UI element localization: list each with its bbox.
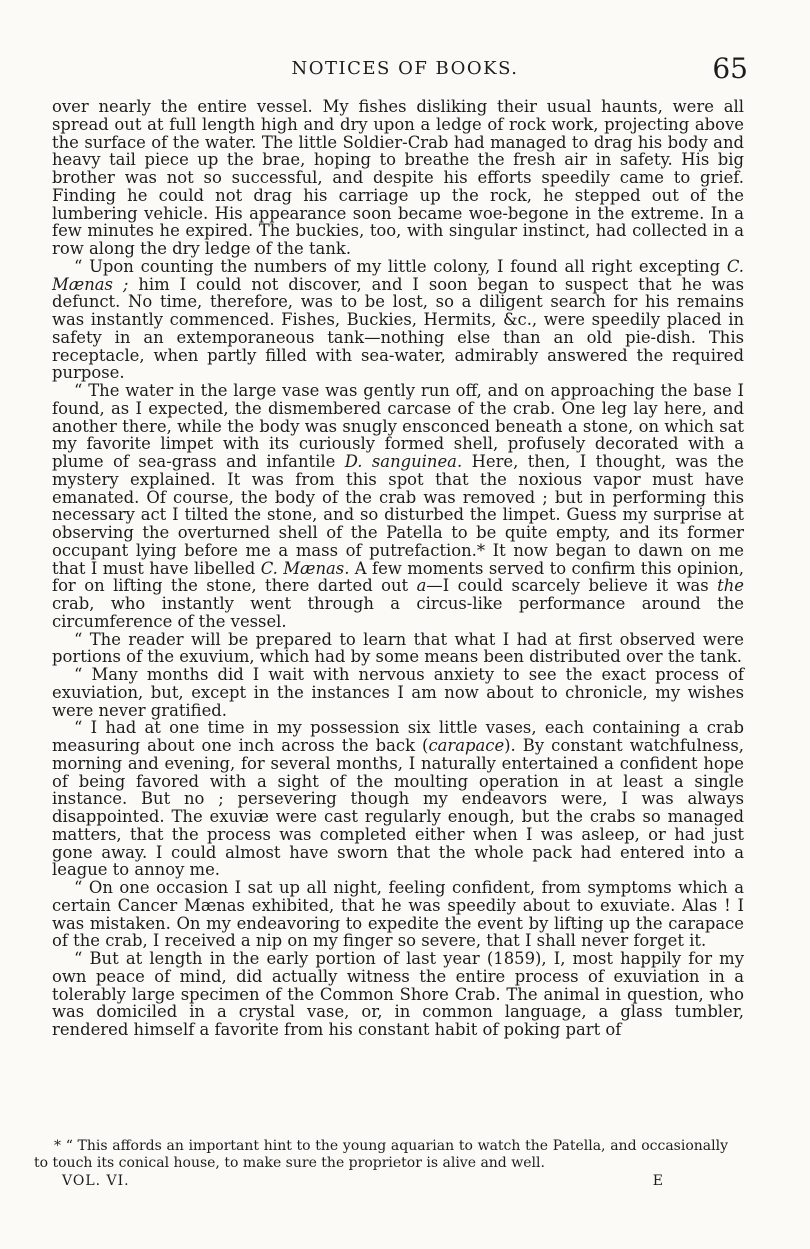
footnote-text: * “ This affords an important hint to the young aquarian to watch the Patella, and occasionally to touch its conical house, to make sure the proprietor is alive and well. (34, 1138, 728, 1171)
page-number: 65 (712, 52, 748, 85)
paragraph (52, 98, 744, 258)
paragraph (52, 950, 744, 1039)
paragraph (52, 258, 744, 382)
text-segment: Here, then, I thought, was the mystery explained. It was from this spot that the noxious vapor must have emanated. Of course, the body of the crab was removed ; but in performing this necessary act I tilted the stone, and so disturbed the limpet. Guess my surprise at observing the overturned shell of the Patella to be quite empty, and its former occupant lying before me a mass of putrefaction.* It now began to dawn on me that I must have libelled (52, 452, 744, 578)
text-segment: crab, who instantly went through a circus-like performance around the circumference of the vessel. (52, 594, 744, 631)
italic-text: D. sanguinea. (344, 452, 463, 471)
text-segment: “ Upon counting the numbers of my little colony, I found all right excepting (74, 256, 727, 276)
italic-text: carapace (428, 736, 505, 755)
text-segment: over nearly the entire vessel. My fishes disliking their usual haunts, were all spread out at full length high and dry upon a ledge of rock work, projecting above the surface of the water. The little Soldier-Crab had managed to drag his body and heavy tail piece up the brae, hoping to breathe the fresh air in safety. His big brother was not so successful, and despite his efforts speedily came to grief. Finding he could not drag his carriage up the rock, he stepped out of the lumbering vehicle. His appearance soon became woe-begone in the extreme. In a few minutes he expired. The buckies, too, with singular instinct, had collected in a row along the dry ledge of the tank. (52, 97, 744, 258)
paragraph (52, 719, 744, 879)
text-segment: A few moments served to confirm this opinion, for on lifting the stone, there darted out (52, 558, 745, 596)
text-segment: ). By constant watchfulness, morning and evening, for several months, I naturally entertained a confident hope of being favored with a sight of the moulting operation in at least a single instance. But no ; persevering though my endeavors were, I was always disappointed. The exuviæ were cast regularly enough, but the crabs so managed matters, that the process was completed either when I was asleep, or had just gone away. I could almost have sworn that the whole pack had entered into a league to annoy me. (52, 736, 744, 880)
footnote (34, 1138, 728, 1172)
text-segment: “ The reader will be prepared to learn that what I had at first observed were portions of the exuvium, which had by some means been distributed over the tank. (52, 629, 744, 667)
page-header (0, 52, 810, 88)
volume-label: VOL. VI. (62, 1173, 130, 1189)
text-segment: —I could scarcely believe it was (426, 576, 718, 596)
paragraph (52, 382, 744, 631)
running-head: NOTICES OF BOOKS. (291, 58, 519, 79)
text-segment: “ But at length in the early portion of last year (1859), I, most happily for my own peace of mind, did actually witness the entire process of exuviation in a tolerably large specimen of the Common Shore Crab. The animal in question, who was domiciled in a crystal vase, or, in common language, a glass tumbler, rendered himself a favorite from his constant habit of poking part of (52, 949, 744, 1039)
text-segment: “ The water in the large vase was gently run off, and on approaching the base I found, as I expected, the dismembered carcase of the crab. One leg lay here, and another there, while the body was snugly ensconced beneath a stone, on which sat my favorite limpet with its curiously formed shell, profusely decorated with a plume of sea-grass and infantile (52, 381, 744, 471)
italic-text: a (416, 576, 427, 596)
signature-mark: E (652, 1173, 664, 1189)
paragraph (52, 631, 744, 667)
italic-text: C. Mænas ; (52, 256, 744, 294)
paragraph (52, 879, 744, 950)
italic-text: the (717, 576, 744, 596)
signature-line (62, 1173, 664, 1193)
text-segment: “ On one occasion I sat up all night, feeling confident, from symptoms which a certain Cancer Mænas exhibited, that he was speedily about to exuviate. Alas ! I was mistaken. On my endeavoring to expedite the event by lifting up the carapace of the crab, I received a nip on my finger so severe, that I shall never forget it. (52, 878, 744, 951)
text-segment: him I could not discover, and I soon began to suspect that he was defunct. No time, therefore, was to be lost, so a diligent search for his remains was instantly commenced. Fishes, Buckies, Hermits, &c., were speedily placed in safety in an extemporaneous tank—nothing else than an old pie-dish. This receptacle, when partly filled with sea-water, admirably answered the required purpose. (52, 274, 744, 383)
text-segment: “ I had at one time in my possession six little vases, each containing a crab measuring about one inch across the back ( (52, 718, 744, 755)
text-segment: “ Many months did I wait with nervous anxiety to see the exact process of exuviation, but, except in the instances I am now about to chronicle, my wishes were never gratified. (52, 665, 744, 720)
body-text (52, 98, 744, 1039)
paragraph (52, 666, 744, 719)
italic-text: C. Mænas. (260, 558, 350, 578)
